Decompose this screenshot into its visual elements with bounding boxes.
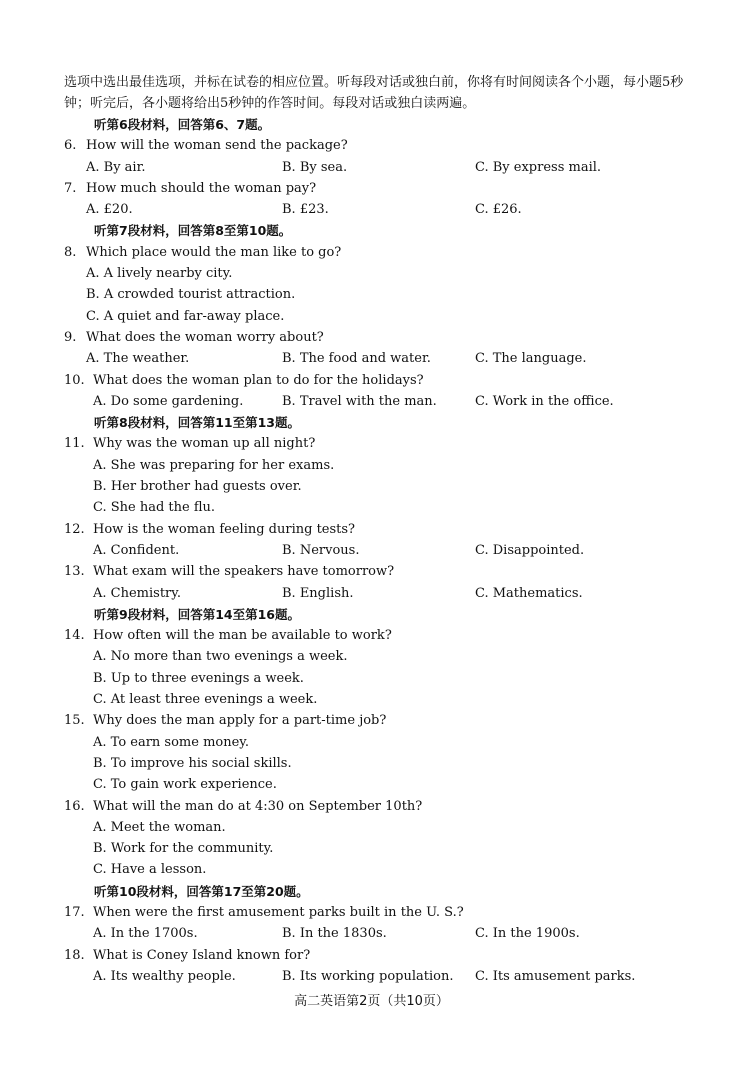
question-number: 8. bbox=[64, 244, 77, 260]
options-13 bbox=[64, 583, 684, 604]
option-c: C. £26. bbox=[475, 202, 522, 218]
option-c: C. Mathematics. bbox=[475, 585, 583, 601]
question-number: 18. bbox=[64, 947, 85, 963]
question-text: What is Coney Island known for? bbox=[93, 947, 311, 963]
options-7 bbox=[64, 199, 684, 220]
question-8 bbox=[64, 242, 684, 263]
option-a: A. In the 1700s. bbox=[93, 926, 198, 942]
option-c: C. At least three evenings a week. bbox=[93, 692, 318, 708]
option-b: B. £23. bbox=[282, 202, 329, 218]
option-c: C. A quiet and far-away place. bbox=[86, 308, 285, 324]
option-a: A. £20. bbox=[86, 202, 133, 218]
question-number: 15. bbox=[64, 713, 85, 729]
option-b: B. Its working population. bbox=[282, 968, 454, 984]
question-text: Which place would the man like to go? bbox=[86, 244, 342, 260]
option-c: C. To gain work experience. bbox=[93, 777, 277, 793]
question-number: 16. bbox=[64, 798, 85, 814]
question-text: What will the man do at 4:30 on September 10th? bbox=[93, 798, 423, 814]
option-a: A. Do some gardening. bbox=[93, 393, 244, 409]
section-heading-9: 听第9段材料，回答第14至第16题。 bbox=[94, 606, 300, 622]
option-c: C. Work in the office. bbox=[475, 393, 614, 409]
option-b: B. English. bbox=[282, 585, 354, 601]
option-a: A. She was preparing for her exams. bbox=[93, 457, 335, 473]
option-b: B. Work for the community. bbox=[93, 841, 274, 857]
question-16 bbox=[64, 796, 684, 817]
option-a: A. Meet the woman. bbox=[93, 819, 226, 835]
question-6 bbox=[64, 135, 684, 156]
page-footer: 高二英语第2页（共10页） bbox=[294, 994, 449, 1009]
option-b: B. Her brother had guests over. bbox=[93, 479, 302, 495]
option-c: C. Have a lesson. bbox=[93, 862, 207, 878]
option-b: B. The food and water. bbox=[282, 351, 431, 367]
options-6 bbox=[64, 157, 684, 178]
question-number: 13. bbox=[64, 564, 85, 580]
option-a: A. The weather. bbox=[86, 351, 190, 367]
question-text: Why does the man apply for a part-time job? bbox=[93, 713, 387, 729]
section-heading-10: 听第10段材料，回答第17至第20题。 bbox=[94, 883, 309, 899]
option-b: B. Travel with the man. bbox=[282, 393, 437, 409]
option-b: B. A crowded tourist attraction. bbox=[86, 287, 296, 303]
option-a: A. No more than two evenings a week. bbox=[93, 649, 348, 665]
section-heading-7: 听第7段材料，回答第8至第10题。 bbox=[94, 223, 292, 239]
option-b: B. In the 1830s. bbox=[282, 926, 387, 942]
option-a: A. Chemistry. bbox=[93, 585, 182, 601]
option-b: B. To improve his social skills. bbox=[93, 755, 292, 771]
option-c: C. The language. bbox=[475, 351, 587, 367]
option-c: C. By express mail. bbox=[475, 159, 602, 175]
question-text: How is the woman feeling during tests? bbox=[93, 521, 356, 537]
options-17 bbox=[64, 923, 684, 944]
section-heading-6: 听第6段材料，回答第6、7题。 bbox=[94, 117, 271, 132]
question-text: How often will the man be available to work? bbox=[93, 628, 392, 644]
question-13 bbox=[64, 561, 684, 582]
option-a: A. A lively nearby city. bbox=[86, 266, 233, 282]
question-number: 14. bbox=[64, 628, 85, 644]
option-c: C. She had the flu. bbox=[93, 500, 216, 516]
option-b: B. By sea. bbox=[282, 159, 348, 175]
question-list bbox=[64, 114, 684, 987]
options-10 bbox=[64, 391, 684, 412]
question-17 bbox=[64, 902, 684, 923]
question-11 bbox=[64, 433, 684, 454]
question-9 bbox=[64, 327, 684, 348]
option-b: B. Nervous. bbox=[282, 542, 360, 558]
question-10 bbox=[64, 370, 684, 391]
section-heading-8: 听第8段材料，回答第11至第13题。 bbox=[94, 415, 300, 431]
option-c: C. In the 1900s. bbox=[475, 926, 580, 942]
question-text: When were the first amusement parks built in the U. S.? bbox=[93, 904, 464, 920]
option-a: A. Its wealthy people. bbox=[93, 968, 236, 984]
options-12 bbox=[64, 540, 684, 561]
question-text: What does the woman plan to do for the holidays? bbox=[93, 372, 424, 388]
options-18 bbox=[64, 966, 684, 987]
question-number: 17. bbox=[64, 904, 85, 920]
option-c: C. Disappointed. bbox=[475, 542, 585, 558]
option-a: A. Confident. bbox=[93, 542, 180, 558]
question-number: 7. bbox=[64, 180, 77, 196]
question-number: 6. bbox=[64, 138, 77, 154]
question-number: 12. bbox=[64, 521, 85, 537]
question-number: 9. bbox=[64, 329, 77, 345]
question-14 bbox=[64, 625, 684, 646]
option-a: A. By air. bbox=[86, 159, 146, 175]
option-c: C. Its amusement parks. bbox=[475, 968, 636, 984]
question-text: How will the woman send the package? bbox=[86, 138, 348, 154]
question-7 bbox=[64, 178, 684, 199]
option-a: A. To earn some money. bbox=[93, 734, 250, 750]
question-number: 11. bbox=[64, 436, 85, 452]
question-12 bbox=[64, 519, 684, 540]
question-text: What does the woman worry about? bbox=[86, 329, 324, 345]
instructions-text: 选项中选出最佳选项，并标在试卷的相应位置。听每段对话或独白前，你将有时间阅读各个小题，每小题5秒钟；听完后，各小题将给出5秒钟的作答时间。每段对话或独白读两遍。 bbox=[64, 75, 684, 111]
question-text: How much should the woman pay? bbox=[86, 180, 317, 196]
option-b: B. Up to three evenings a week. bbox=[93, 670, 304, 686]
question-number: 10. bbox=[64, 372, 85, 388]
question-18 bbox=[64, 945, 684, 966]
options-9 bbox=[64, 348, 684, 369]
question-text: What exam will the speakers have tomorrow? bbox=[93, 564, 395, 580]
question-text: Why was the woman up all night? bbox=[93, 436, 316, 452]
question-15 bbox=[64, 710, 684, 731]
